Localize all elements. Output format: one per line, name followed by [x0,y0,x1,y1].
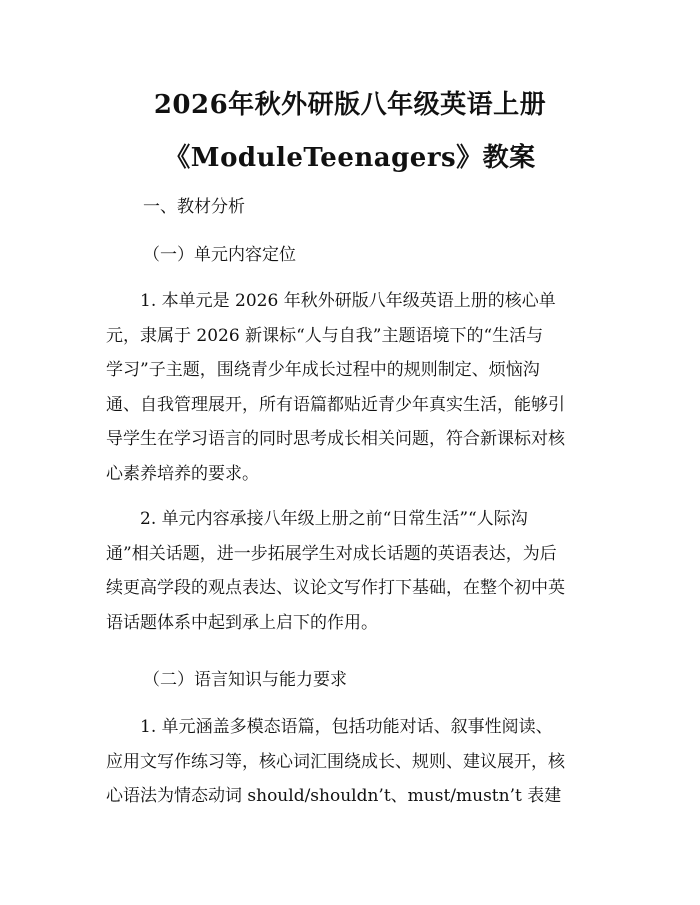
paragraph-line: 导学生在学习语言的同时思考成长相关问题，符合新课标对核 [106,429,565,449]
paragraph-line: 学习”子主题，围绕青少年成长过程中的规则制定、烦恼沟 [106,360,540,380]
subsection-heading-language-requirements: （二）语言知识与能力要求 [143,670,347,690]
section-heading-textbook-analysis: 一、教材分析 [143,197,245,217]
paragraph-line: 元，隶属于 2026 新课标“人与自我”主题语境下的“生活与 [106,325,544,346]
document-title-line-1: 2026年秋外研版八年级英语上册 [153,90,547,120]
paragraph-line: 应用文写作练习等，核心词汇围绕成长、规则、建议展开，核 [106,751,565,772]
paragraph-line: 续更高学段的观点表达、议论文写作打下基础，在整个初中英 [106,578,565,598]
paragraph-line: 心素养培养的要求。 [106,463,259,484]
paragraph-1 [106,284,596,491]
paragraph-line: 通、自我管理展开，所有语篇都贴近青少年真实生活，能够引 [106,394,565,415]
paragraph-line: 1. 本单元是 2026 年秋外研版八年级英语上册的核心单 [140,291,556,311]
paragraph-2 [106,502,596,640]
subsection-heading-unit-positioning: （一）单元内容定位 [143,245,296,265]
paragraph-line: 1. 单元涵盖多模态语篇，包括功能对话、叙事性阅读、 [140,717,553,737]
paragraph-line: 2. 单元内容承接八年级上册之前“日常生活”“人际沟 [140,509,528,529]
paragraph-3 [106,710,596,814]
paragraph-line: 语话题体系中起到承上启下的作用。 [106,612,378,633]
paragraph-line: 心语法为情态动词 should/shouldn’t、must/mustn’t 表建 [106,786,562,806]
paragraph-line: 通”相关话题，进一步拓展学生对成长话题的英语表达，为后 [106,543,557,564]
document-title-line-2: 《ModuleTeenagers》教案 [164,143,536,173]
